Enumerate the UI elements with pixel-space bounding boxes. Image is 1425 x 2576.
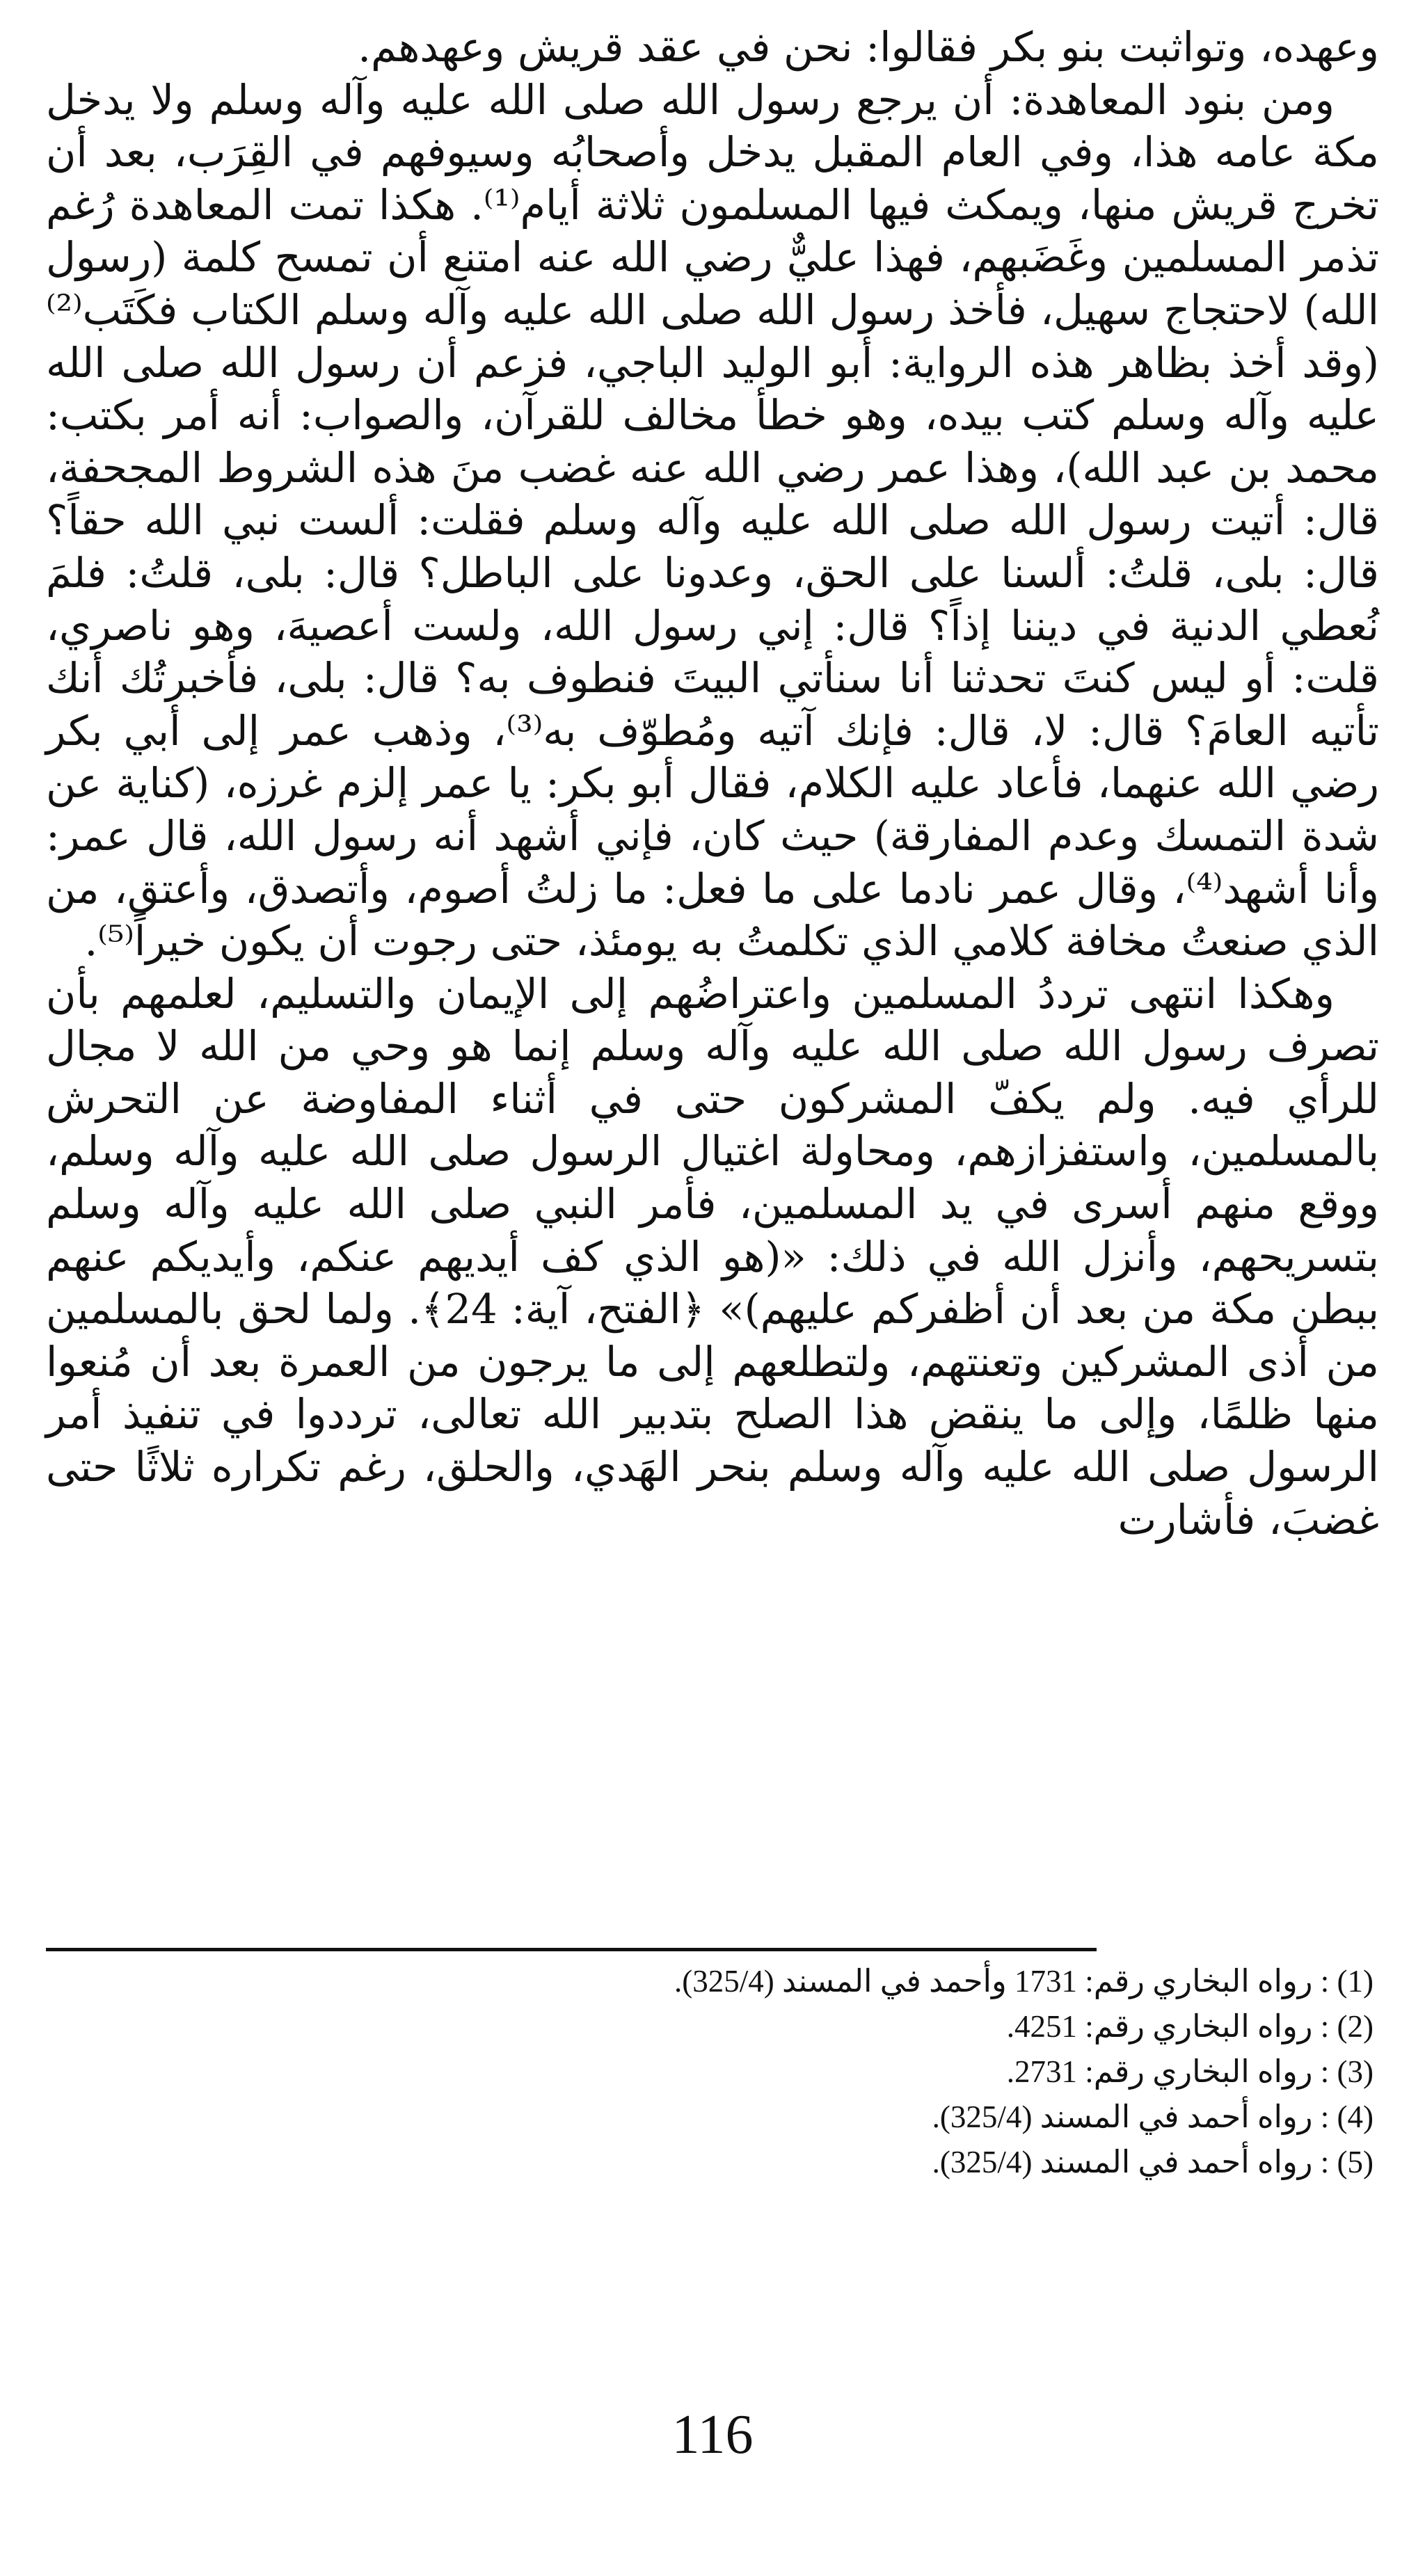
page-number: 116 <box>671 2404 754 2465</box>
main-text <box>46 21 1379 1546</box>
footnote-2: (2) : رواه البخاري رقم: 4251. <box>1006 2009 1374 2044</box>
footnote-1: (1) : رواه البخاري رقم: 1731 وأحمد في المسند (325/4). <box>674 1964 1374 1999</box>
footnotes <box>46 1959 1379 2185</box>
paragraph-3: وهكذا انتهى ترددُ المسلمين واعتراضُهم إلى الإيمان والتسليم، لعلمهم بأن تصرف رسول الله صلى الله عليه وآله وسلم إنما هو وحي من الله لا مجال للرأي فيه. ولم يكفّ المشركون حتى في أثناء المفاوضة عن التحرش بالمسلمين، واستفزازهم، ومحاولة اغتيال الرسول صلى الله عليه وآله وسلم، ووقع منهم أسرى في يد المسلمين، فأمر النبي صلى الله عليه وآله وسلم بتسريحهم، وأنزل الله في ذلك: «(هو الذي كف أيديهم عنكم، وأيديكم عنهم ببطن مكة من بعد أن أظفركم عليهم)» ﴿الفتح، آية: 24﴾. ولما لحق بالمسلمين من أذى المشركين وتعنتهم، ولتطلعهم إلى ما يرجون من العمرة بعد أن مُنعوا منها ظلمًا، وإلى ما ينقض هذا الصلح بتدبير الله تعالى، ترددوا في تنفيذ أمر الرسول صلى الله عليه وآله وسلم بنحر الهَدي، والحلق، رغم تكراره ثلاثًا حتى غضبَ، فأشارت <box>46 969 1379 1544</box>
footnote-3: (3) : رواه البخاري رقم: 2731. <box>1006 2054 1374 2089</box>
footnote-4: (4) : رواه أحمد في المسند (325/4). <box>932 2099 1374 2134</box>
book-page <box>46 21 1379 2576</box>
footnote-5: (5) : رواه أحمد في المسند (325/4). <box>932 2145 1374 2179</box>
paragraph-2: ومن بنود المعاهدة: أن يرجع رسول الله صلى الله عليه وآله وسلم ولا يدخل مكة عامه هذا، وفي العام المقبل يدخل وأصحابُه وسيوفهم في القِرَب، بعد أن تخرج قريش منها، ويمكث فيها المسلمون ثلاثة أيام⁽¹⁾. هكذا تمت المعاهدة رُغم تذمر المسلمين وغَضَبهم، فهذا عليٌّ رضي الله عنه امتنع أن تمسح كلمة (رسول الله) لاحتجاج سهيل، فأخذ رسول الله صلى الله عليه وآله وسلم الكتاب فكَتَب⁽²⁾ (وقد أخذ بظاهر هذه الرواية: أبو الوليد الباجي، فزعم أن رسول الله صلى الله عليه وآله وسلم كتب بيده، وهو خطأ مخالف للقرآن، والصواب: أنه أمر بكتب: محمد بن عبد الله)، وهذا عمر رضي الله عنه غضب منَ هذه الشروط المجحفة، قال: أتيت رسول الله صلى الله عليه وآله وسلم فقلت: ألست نبي الله حقاً؟ قال: بلى، قلتُ: ألسنا على الحق، وعدونا على الباطل؟ قال: بلى، قلتُ: فلمَ نُعطي الدنية في ديننا إذاً؟ قال: إني رسول الله، ولست أعصيهَ، وهو ناصري، قلت: أو ليس كنتَ تحدثنا أنا سنأتي البيتَ فنطوف به؟ قال: بلى، فأخبرتُك أنك تأتيه العامَ؟ قال: لا، قال: فإنك آتيه ومُطوّف به⁽³⁾، وذهب عمر إلى أبي بكر رضي الله عنهما، فأعاد عليه الكلام، فقال أبو بكر: يا عمر إلزم غرزه، (كناية عن شدة التمسك وعدم المفارقة) حيث كان، فإني أشهد أنه رسول الله، قال عمر: وأنا أشهد⁽⁴⁾، وقال عمر نادما على ما فعل: ما زلتُ أصوم، وأتصدق، وأعتق، من الذي صنعتُ مخافة كلامي الذي تكلمتُ به يومئذ، حتى رجوت أن يكون خيراً⁽⁵⁾. <box>46 75 1380 966</box>
paragraph-1: وعهده، وتواثبت بنو بكر فقالوا: نحن في عقد قريش وعهدهم. <box>358 23 1379 71</box>
footnote-divider <box>46 1948 1097 1951</box>
